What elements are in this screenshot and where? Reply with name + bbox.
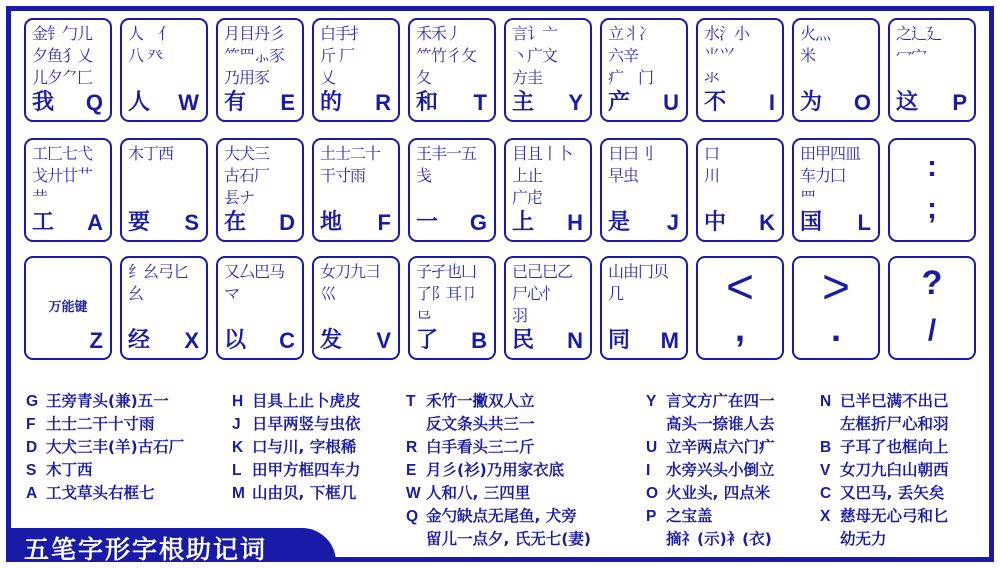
key-a[interactable] [24, 138, 112, 242]
key-letter: A [87, 210, 103, 235]
key-letter: B [471, 328, 487, 353]
key-o[interactable] [792, 18, 880, 122]
slash-symbol: / [927, 314, 937, 347]
key-letter: N [567, 328, 583, 353]
radicals: 又厶巴马 マ [224, 262, 285, 303]
key-label: 人 [128, 90, 151, 115]
key-label: 同 [608, 328, 631, 353]
legend-col-1 [26, 390, 184, 505]
radicals: 口 川 [704, 144, 720, 185]
page-title: 五笔字形字根助记词 [24, 535, 268, 564]
key-label: 不 [704, 90, 727, 115]
legend-row: 反文条头共三一 [426, 415, 535, 433]
legend-row: F 土士二干十寸雨 [26, 415, 155, 433]
key-label: 以 [224, 328, 247, 353]
legend-row: N 已半巳满不出己 [820, 392, 949, 410]
radicals: 月目丹彡 ⺮⺲⺗豕 乃用豕 [224, 24, 285, 87]
key-letter: O [853, 90, 871, 115]
key-b[interactable] [408, 256, 496, 360]
key-z[interactable] [24, 256, 112, 360]
key-j[interactable] [600, 138, 688, 242]
key-label: 这 [896, 90, 919, 115]
key-label: 上 [512, 210, 535, 235]
legend-row: 左框折尸心和羽 [840, 415, 949, 433]
legend-row: C 又巴马, 丢矢矣 [820, 484, 945, 502]
key-t[interactable] [408, 18, 496, 122]
radicals: 木丁西 [128, 144, 174, 163]
key-q[interactable] [24, 18, 112, 122]
legend-row: J 日早两竖与虫依 [232, 415, 361, 433]
key-letter: P [952, 90, 967, 115]
radicals: 之辶廴 冖宀 [896, 24, 942, 65]
radicals: 土士二十 干寸雨 [320, 144, 381, 185]
key-label: 民 [512, 328, 535, 353]
radicals: 工匚七弋 戈廾廿艹 龷 [32, 144, 93, 207]
key-letter: E [280, 90, 295, 115]
legend-row: 留儿一点夕, 氏无七(妻) [426, 530, 591, 548]
legend-row: V 女刀九臼山朝西 [820, 461, 949, 479]
key-letter: Z [89, 328, 103, 353]
key-letter: X [184, 328, 199, 353]
legend-row: E 月彡(衫)乃用家衣底 [406, 461, 565, 479]
legend-row: R 白手看头三二斤 [406, 438, 535, 456]
key-semicolon[interactable] [888, 138, 976, 242]
key-letter: J [666, 210, 679, 235]
key-letter: S [184, 210, 199, 235]
key-label: 的 [320, 90, 343, 115]
key-letter: L [857, 210, 871, 235]
key-label: 我 [32, 90, 55, 115]
key-label: 有 [224, 90, 247, 115]
key-f[interactable] [312, 138, 400, 242]
legend-row: S 木丁西 [26, 461, 93, 479]
key-x[interactable] [120, 256, 208, 360]
legend-row: X 慈母无心弓和匕 [820, 507, 949, 525]
key-label: 地 [320, 210, 343, 235]
legend-row: 高头一捺谁人去 [666, 415, 775, 433]
radicals: 水氵小 ⺌⺍ 氺 [704, 24, 750, 87]
key-u[interactable] [600, 18, 688, 122]
key-k[interactable] [696, 138, 784, 242]
key-label: 了 [416, 328, 439, 353]
radicals: 田甲四皿 车力囗 罒 [800, 144, 861, 207]
legend-row: 幼无力 [840, 530, 887, 548]
key-letter: K [759, 210, 775, 235]
legend-row: L 田甲方框四车力 [232, 461, 361, 479]
radicals: 纟幺弓匕 幺 [128, 262, 189, 303]
key-letter: C [279, 328, 295, 353]
radicals: 女刀九彐 巛 [320, 262, 381, 303]
key-label: 工 [32, 210, 55, 235]
legend-row: P 之宝盖 [646, 507, 713, 525]
colon-symbol: : [927, 150, 937, 183]
key-m[interactable] [600, 256, 688, 360]
legend-row: U 立辛两点六门疒 [646, 438, 775, 456]
legend-row: I 水旁兴头小倒立 [646, 461, 775, 479]
key-letter: U [663, 90, 679, 115]
radicals: 目且丨卜 上止 广虍 [512, 144, 573, 207]
legend-row: D 大犬三丰(羊)古石厂 [26, 438, 185, 456]
key-letter: T [473, 90, 487, 115]
legend-row: M 山由贝, 下框几 [232, 484, 357, 502]
radicals: 火灬 米 [800, 24, 831, 65]
key-comma[interactable] [696, 256, 784, 360]
legend-row: H 目具上止卜虎皮 [232, 392, 361, 410]
semicolon-symbol: ; [927, 192, 937, 225]
key-d[interactable] [216, 138, 304, 242]
legend-col-3 [406, 390, 591, 551]
key-letter: G [469, 210, 487, 235]
key-label: 发 [320, 328, 343, 353]
radicals: 金钅勹儿 夕鱼犭乂 儿夕⺈匚 [32, 24, 93, 87]
key-slash[interactable] [888, 256, 976, 360]
radicals: 王丰一五 戋 [416, 144, 477, 185]
key-letter: D [279, 210, 295, 235]
radicals: 禾禾丿 ⺮竹彳攵 夂 [416, 24, 477, 87]
key-e[interactable] [216, 18, 304, 122]
key-label: 和 [416, 90, 439, 115]
key-label: 是 [608, 210, 631, 235]
legend-col-5 [820, 390, 949, 551]
key-letter: F [377, 210, 391, 235]
legend-row: B 子耳了也框向上 [820, 438, 949, 456]
radicals: 人 亻 八 癶 [128, 24, 174, 65]
universal-key-text: 万能键 [48, 300, 88, 315]
radicals: 已己巳乙 尸心忄 羽 [512, 262, 573, 325]
legend-row: G 王旁青头(兼)五一 [26, 392, 169, 410]
legend-row: Y 言文方广在四一 [646, 392, 775, 410]
key-label: 要 [128, 210, 151, 235]
comma-symbol: , [734, 308, 745, 349]
key-l[interactable] [792, 138, 880, 242]
key-v[interactable] [312, 256, 400, 360]
key-label: 经 [128, 328, 151, 353]
key-label: 为 [800, 90, 823, 115]
radicals: 大犬三 古石厂 镸ナ [224, 144, 270, 207]
key-y[interactable] [504, 18, 592, 122]
key-h[interactable] [504, 138, 592, 242]
key-n[interactable] [504, 256, 592, 360]
key-letter: Q [85, 90, 103, 115]
legend-row: W 人和八, 三四里 [406, 484, 531, 502]
key-label: 中 [704, 210, 727, 235]
key-label: 主 [512, 90, 535, 115]
key-i[interactable] [696, 18, 784, 122]
less-than-symbol: < [725, 261, 755, 314]
key-letter: H [567, 210, 583, 235]
key-c[interactable] [216, 256, 304, 360]
key-letter: W [178, 90, 199, 115]
legend-row: 摘礻(示)衤(衣) [666, 530, 772, 548]
key-label: 产 [608, 90, 631, 115]
question-mark-symbol: ? [921, 264, 943, 302]
legend-row: Q 金勺缺点无尾鱼, 犬旁 [406, 507, 577, 525]
radicals: 白手扌 斤 厂 乂 [320, 24, 366, 87]
legend-col-2 [232, 390, 361, 505]
radicals: 言讠亠 丶广文 方圭 [512, 24, 558, 87]
greater-than-symbol: > [821, 261, 851, 314]
title-banner [6, 528, 336, 562]
key-w[interactable] [120, 18, 208, 122]
key-r[interactable] [312, 18, 400, 122]
legend-col-4 [646, 390, 775, 551]
key-label: 在 [224, 210, 247, 235]
legend-row: T 禾竹一撇双人立 [406, 392, 535, 410]
radicals: 子孑也凵 了阝耳卩 ⺋ [416, 262, 477, 325]
key-period[interactable] [792, 256, 880, 360]
key-s[interactable] [120, 138, 208, 242]
key-label: 国 [800, 210, 823, 235]
key-label: 一 [416, 210, 439, 235]
key-p[interactable] [888, 18, 976, 122]
key-letter: I [768, 90, 775, 115]
radicals: 立丬冫 六辛 疒 门 [608, 24, 654, 87]
key-letter: M [660, 328, 679, 353]
key-g[interactable] [408, 138, 496, 242]
radicals: 日曰刂 早虫 [608, 144, 654, 185]
legend-row: A 工戈草头右框七 [26, 484, 155, 502]
key-letter: V [376, 328, 391, 353]
period-symbol: . [830, 308, 841, 349]
radicals: 山由冂贝 几 [608, 262, 669, 303]
key-letter: Y [568, 90, 583, 115]
legend-row: O 火业头, 四点米 [646, 484, 771, 502]
key-letter: R [375, 90, 391, 115]
legend-row: K 口与川, 字根稀 [232, 438, 357, 456]
